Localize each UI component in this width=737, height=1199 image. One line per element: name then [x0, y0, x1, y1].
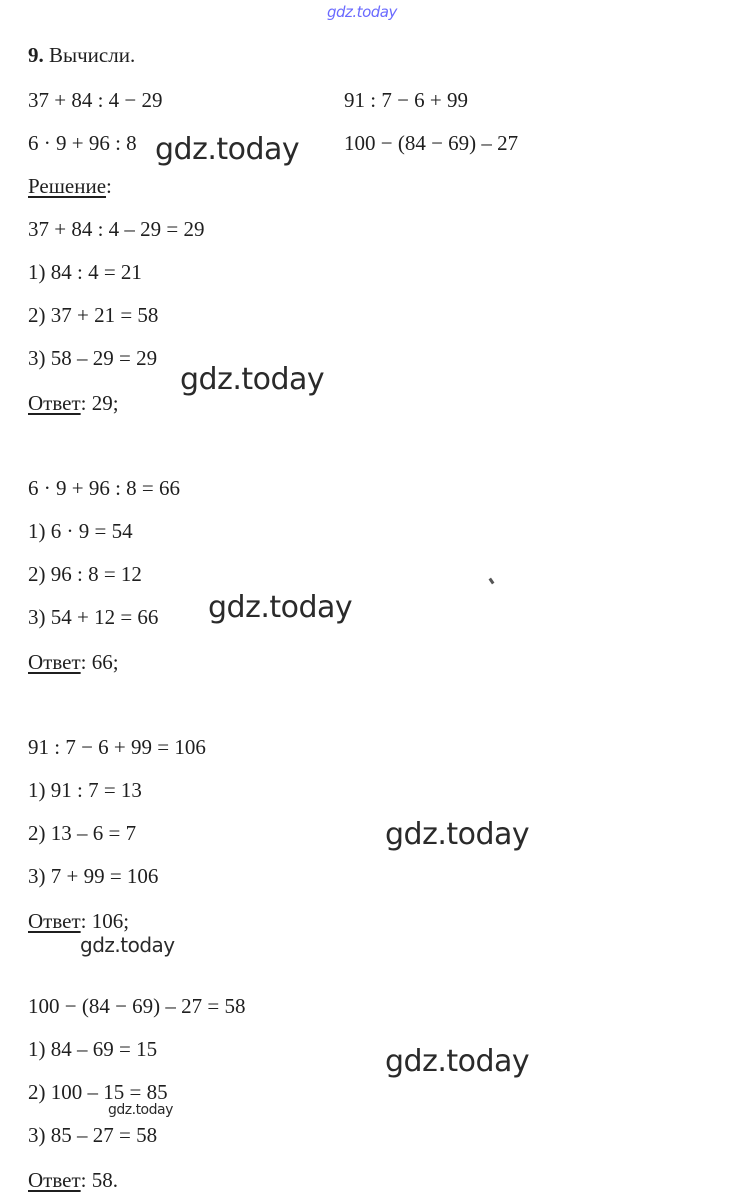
answer-value: : 106; [80, 909, 130, 933]
problem-4: 100 − (84 − 69) – 27 [344, 131, 519, 155]
solution-3-answer [28, 909, 129, 933]
watermark-7: gdz.today [108, 1102, 173, 1118]
watermark-3: gdz.today [208, 590, 353, 625]
problem-1: 37 + 84 : 4 − 29 [28, 88, 163, 112]
watermark-5: gdz.today [80, 933, 175, 957]
task-heading [28, 43, 135, 67]
watermark-2: gdz.today [180, 362, 325, 397]
problem-2: 91 : 7 − 6 + 99 [344, 88, 469, 112]
task-title: Вычисли. [49, 43, 136, 67]
problem-3: 6 · 9 + 96 : 8 [28, 131, 137, 155]
answer-label: Ответ [28, 650, 81, 674]
solution-4-step-2: 2) 100 – 15 = 85 [28, 1080, 168, 1104]
answer-value: : 58. [80, 1168, 118, 1192]
solution-1-step-1: 1) 84 : 4 = 21 [28, 260, 142, 284]
solution-2-step-1: 1) 6 · 9 = 54 [28, 519, 133, 543]
solution-label-text: Решение [28, 174, 107, 198]
solution-2-expression: 6 · 9 + 96 : 8 = 66 [28, 476, 181, 500]
solution-3-expression: 91 : 7 − 6 + 99 = 106 [28, 735, 206, 759]
answer-label: Ответ [28, 1168, 81, 1192]
solution-1-expression: 37 + 84 : 4 – 29 = 29 [28, 217, 205, 241]
answer-value: : 29; [80, 391, 119, 415]
solution-label-colon: : [106, 174, 112, 198]
solution-4-expression: 100 − (84 − 69) – 27 = 58 [28, 994, 246, 1018]
solution-2-step-3: 3) 54 + 12 = 66 [28, 605, 159, 629]
answer-label: Ответ [28, 391, 81, 415]
watermark-4: gdz.today [385, 817, 530, 852]
watermark-6: gdz.today [385, 1044, 530, 1079]
watermark-1: gdz.today [155, 132, 300, 167]
solution-4-answer [28, 1168, 118, 1192]
task-number: 9. [28, 43, 44, 67]
stray-mark [489, 578, 495, 585]
solution-4-step-1: 1) 84 – 69 = 15 [28, 1037, 158, 1061]
solution-2-step-2: 2) 96 : 8 = 12 [28, 562, 142, 586]
watermark-top: gdz.today [327, 3, 397, 21]
answer-value: : 66; [80, 650, 119, 674]
solution-3-step-2: 2) 13 – 6 = 7 [28, 821, 137, 845]
solution-label [28, 174, 112, 198]
solution-1-answer [28, 391, 119, 415]
solution-4-step-3: 3) 85 – 27 = 58 [28, 1123, 158, 1147]
solution-2-answer [28, 650, 119, 674]
solution-1-step-2: 2) 37 + 21 = 58 [28, 303, 159, 327]
answer-label: Ответ [28, 909, 81, 933]
solution-3-step-3: 3) 7 + 99 = 106 [28, 864, 159, 888]
solution-3-step-1: 1) 91 : 7 = 13 [28, 778, 142, 802]
solution-1-step-3: 3) 58 – 29 = 29 [28, 346, 158, 370]
